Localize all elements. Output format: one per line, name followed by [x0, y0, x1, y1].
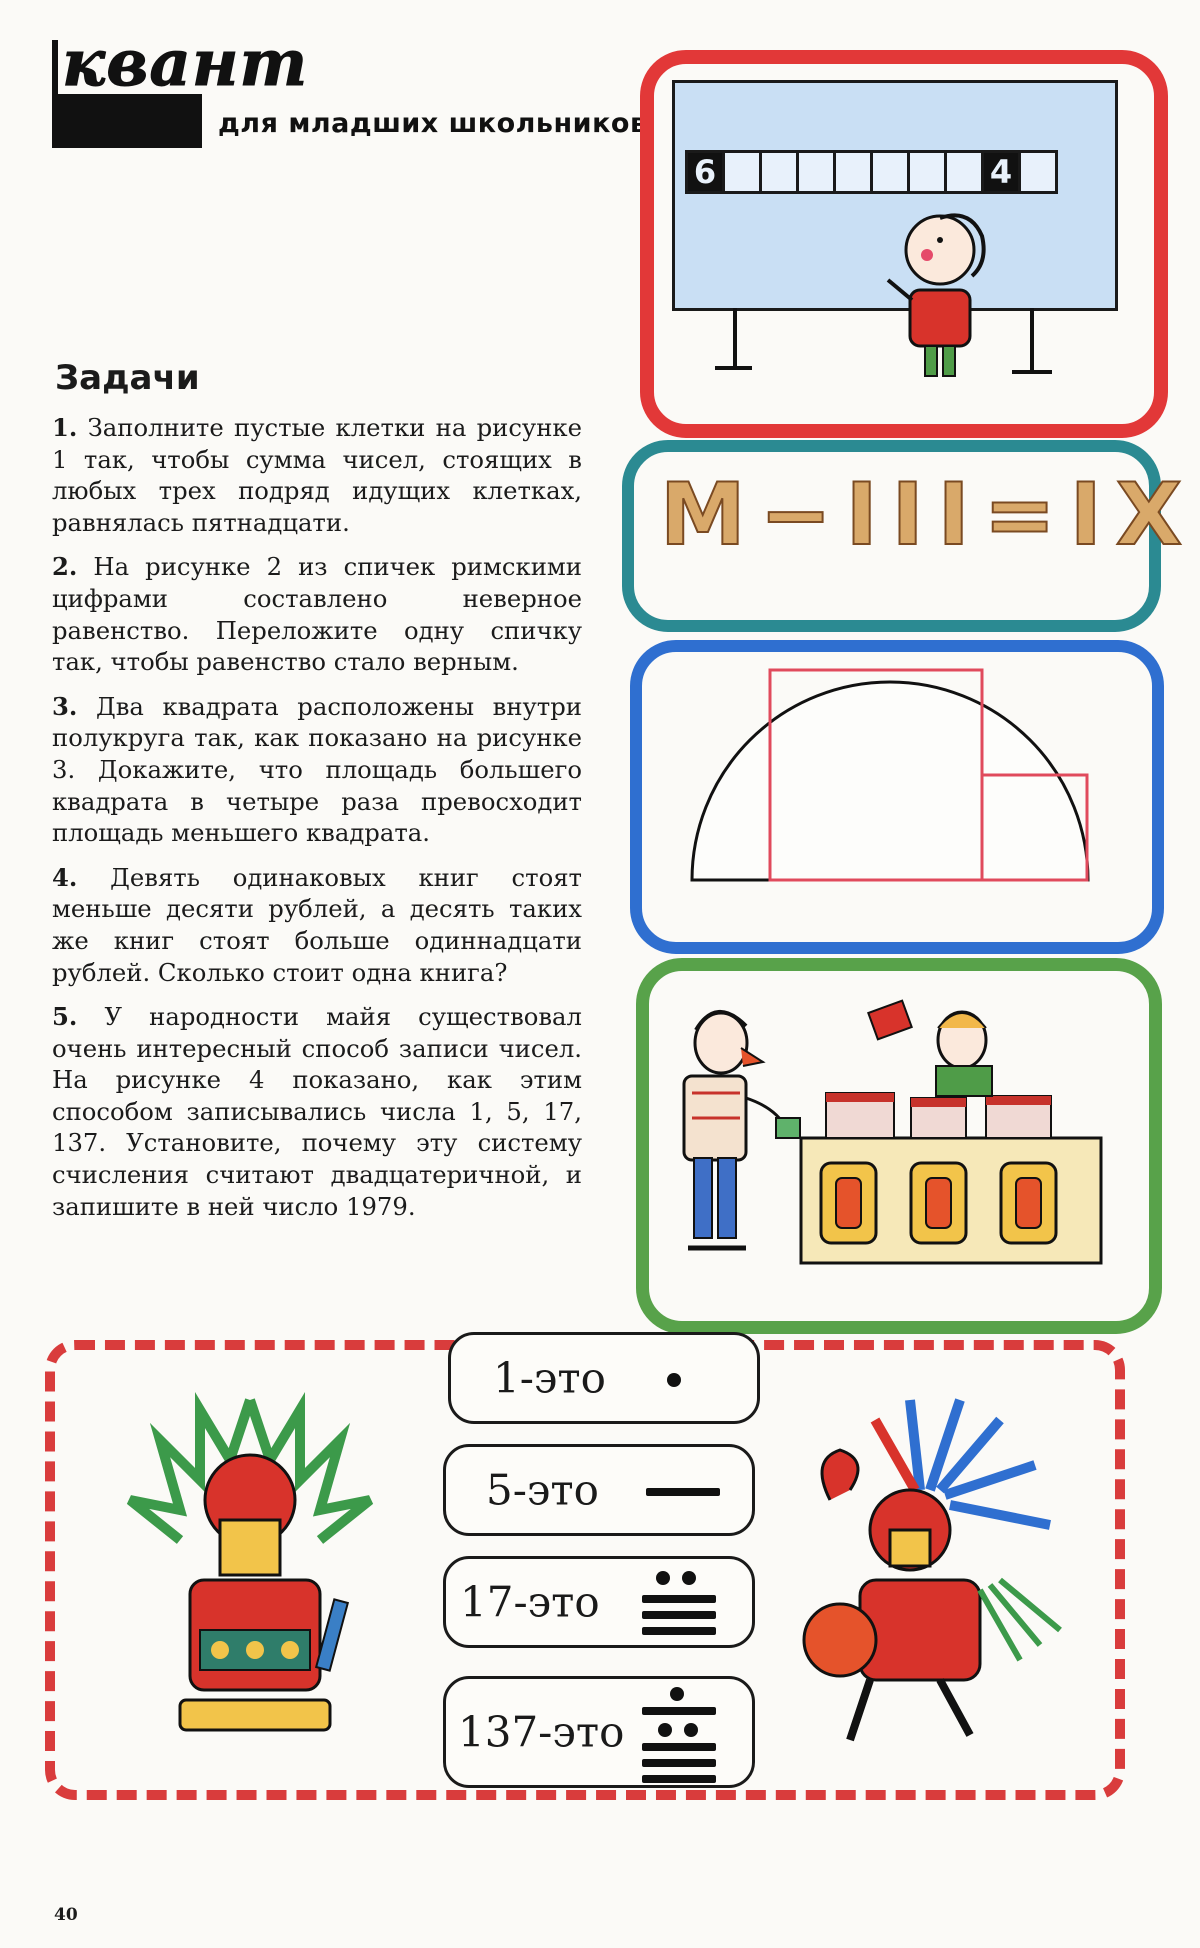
maya-warrior-left: [100, 1380, 400, 1760]
maya-warrior-right: [770, 1380, 1070, 1760]
maya-box-1: [448, 1332, 760, 1424]
task-5: 5. У народности майя существовал очень интересный способ записи чисел. На рисунке 4 показано, как этим способом записывались числа 1, 5, 17, 137. Установите, почему эту систему счисления считают двадцатеричной, и запишите в ней число 1979.: [52, 1002, 582, 1221]
maya-bar: [642, 1743, 716, 1751]
maya-box-17: [443, 1556, 755, 1648]
header-subtitle: для младших школьников: [218, 108, 648, 139]
seller-figure: [868, 1001, 992, 1096]
bookstore-illustration: [636, 958, 1136, 1308]
counter-panels: [821, 1163, 1056, 1243]
task-2: 2. На рисунке 2 из спичек римскими цифрами составлено неверное равенство. Переложите одну спичку так, чтобы равенство стало верным.: [52, 552, 582, 677]
semicircle: [692, 682, 1088, 880]
boy-figure: [888, 215, 984, 376]
task-1: 1. Заполните пустые клетки на рисунке 1 так, чтобы сумма чисел, стоящих в любых трех подряд идущих клетках, равнялась пятнадцати.: [52, 413, 582, 537]
maya-label-5: 5-это: [486, 1465, 599, 1515]
maya-bar: [642, 1707, 716, 1715]
maya-bar: [642, 1611, 716, 1619]
figure-1-illustration: [640, 50, 1140, 410]
cell-1: 6: [685, 150, 725, 194]
maya-dot: [682, 1571, 696, 1585]
tasks-list: [52, 412, 582, 1235]
maya-dot: [667, 1373, 681, 1387]
page-number: 40: [54, 1905, 78, 1925]
matchstick-equation: M−III=IX: [660, 465, 1196, 565]
customer-figure: [684, 1012, 800, 1248]
maya-bar: [642, 1775, 716, 1783]
maya-box-5: [443, 1444, 755, 1536]
maya-label-137: 137-это: [458, 1707, 625, 1757]
maya-label-17: 17-это: [460, 1577, 600, 1627]
task-4: 4. Девять одинаковых книг стоят меньше десяти рублей, а десять таких же книг стоят больше одиннадцати рублей. Сколько стоит одна книга?: [52, 862, 582, 987]
cell-9: 4: [981, 150, 1021, 194]
task-3: 3. Два квадрата расположены внутри полукруга так, как показано на рисунке 3. Докажите, что площадь большего квадрата в четыре раза превосходит площадь меньшего квадрата.: [52, 691, 582, 848]
maya-bar: [642, 1759, 716, 1767]
book-stacks: [826, 1093, 1051, 1138]
logo-word: квант: [58, 34, 312, 94]
maya-bar: [642, 1627, 716, 1635]
maya-bar: [646, 1488, 720, 1496]
maya-label-1: 1-это: [493, 1353, 606, 1403]
semicircle-diagram: [630, 640, 1140, 930]
maya-dot: [656, 1571, 670, 1585]
maya-dot: [670, 1687, 684, 1701]
maya-box-137: [443, 1676, 755, 1788]
maya-dot: [684, 1723, 698, 1737]
maya-dot: [658, 1723, 672, 1737]
maya-bar: [642, 1595, 716, 1603]
tasks-title: Задачи: [55, 358, 200, 398]
